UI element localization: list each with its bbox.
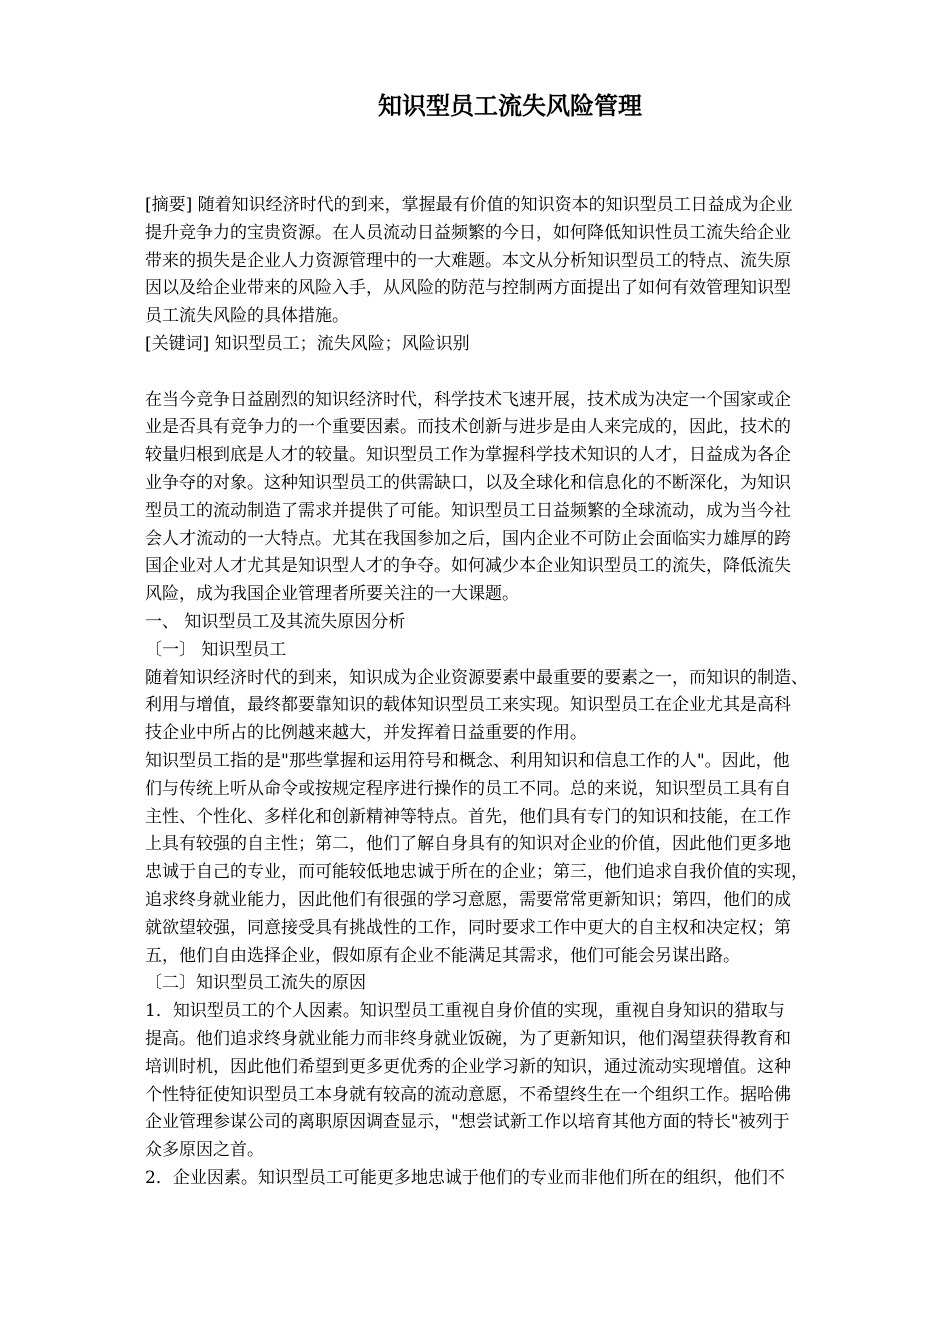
- text-line: 提高。他们追求终身就业能力而非终身就业饭碗，为了更新知识，他们渴望获得教育和: [145, 1028, 791, 1049]
- text-line: 业是否具有竞争力的一个重要因素。而技术创新与进步是由人来完成的，因此，技术的: [145, 417, 791, 438]
- text-line: 国企业对人才尤其是知识型人才的争夺。如何减少本企业知识型员工的流失，降低流失: [145, 556, 791, 577]
- text-line: 一、 知识型员工及其流失原因分析: [145, 611, 406, 632]
- text-line: 风险，成为我国企业管理者所要关注的一大课题。: [145, 584, 519, 605]
- text-line: 在当今竞争日益剧烈的知识经济时代，科学技术飞速开展，技术成为决定一个国家或企: [145, 389, 791, 410]
- text-line: 技企业中所占的比例越来越大，并发挥着日益重要的作用。: [145, 723, 587, 744]
- text-line: 〔二〕知识型员工流失的原因: [145, 973, 366, 994]
- text-line: 个性特征使知识型员工本身就有较高的流动意愿，不希望终生在一个组织工作。据哈佛: [145, 1084, 791, 1105]
- document-title: 知识型员工流失风险管理: [378, 91, 642, 120]
- text-line: [摘要] 随着知识经济时代的到来，掌握最有价值的知识资本的知识型员工日益成为企业: [145, 195, 793, 215]
- text-line: [关键词] 知识型员工；流失风险；风险识别: [145, 333, 470, 354]
- text-line: 企业管理参谋公司的离职原因调查显示，"想尝试新工作以培育其他方面的特长"被列于: [145, 1112, 790, 1133]
- blank-line: [145, 359, 885, 387]
- text-line: 型员工的流动制造了需求并提供了可能。知识型员工日益频繁的全球流动，成为当今社: [145, 500, 791, 521]
- text-line: 〔一〕 知识型员工: [145, 639, 287, 660]
- text-line: 上具有较强的自主性；第二，他们了解自身具有的知识对企业的价值，因此他们更多地: [145, 834, 791, 855]
- text-line: 主性、个性化、多样化和创新精神等特点。首先，他们具有专门的知识和技能，在工作: [145, 806, 791, 827]
- document-body: [145, 192, 885, 1193]
- text-line: 就欲望较强，同意接受具有挑战性的工作，同时要求工作中更大的自主权和决定权；第: [145, 917, 791, 938]
- text-line: 五，他们自由选择企业，假如原有企业不能满足其需求，他们可能会另谋出路。: [145, 945, 740, 966]
- text-line: 们与传统上听从命令或按规定程序进行操作的员工不同。总的来说，知识型员工具有自: [145, 778, 791, 799]
- text-line: 忠诚于自己的专业，而可能较低地忠诚于所在的企业；第三，他们追求自我价值的实现，: [145, 862, 808, 883]
- text-line: 2．企业因素。知识型员工可能更多地忠诚于他们的专业而非他们所在的组织，他们不: [145, 1167, 785, 1188]
- text-line: 知识型员工指的是"那些掌握和运用符号和概念、利用知识和信息工作的人"。因此，他: [145, 750, 790, 771]
- text-line: 培训时机，因此他们希望到更多更优秀的企业学习新的知识，通过流动实现增值。这种: [145, 1056, 791, 1077]
- text-line: 员工流失风险的具体措施。: [145, 306, 349, 327]
- text-line: 利用与增值，最终都要靠知识的载体知识型员工来实现。知识型员工在企业尤其是高科: [145, 695, 791, 716]
- text-line: 因以及给企业带来的风险入手，从风险的防范与控制两方面提出了如何有效管理知识型: [145, 278, 791, 299]
- text-line: 带来的损失是企业人力资源管理中的一大难题。本文从分析知识型员工的特点、流失原: [145, 250, 791, 271]
- text-line: 会人才流动的一大特点。尤其在我国参加之后，国内企业不可防止会面临实力雄厚的跨: [145, 528, 791, 549]
- text-line: 众多原因之首。: [145, 1140, 264, 1161]
- text-line: 提升竞争力的宝贵资源。在人员流动日益频繁的今日，如何降低知识性员工流失给企业: [145, 222, 791, 243]
- text-line: 追求终身就业能力，因此他们有很强的学习意愿，需要常常更新知识；第四，他们的成: [145, 889, 791, 910]
- text-line: 1．知识型员工的个人因素。知识型员工重视自身价值的实现，重视自身知识的猎取与: [145, 1001, 785, 1022]
- text-line: 较量归根到底是人才的较量。知识型员工作为掌握科学技术知识的人才，日益成为各企: [145, 445, 791, 466]
- text-line: 业争夺的对象。这种知识型员工的供需缺口，以及全球化和信息化的不断深化，为知识: [145, 472, 791, 493]
- text-line: 随着知识经济时代的到来，知识成为企业资源要素中最重要的要素之一，而知识的制造、: [145, 667, 808, 688]
